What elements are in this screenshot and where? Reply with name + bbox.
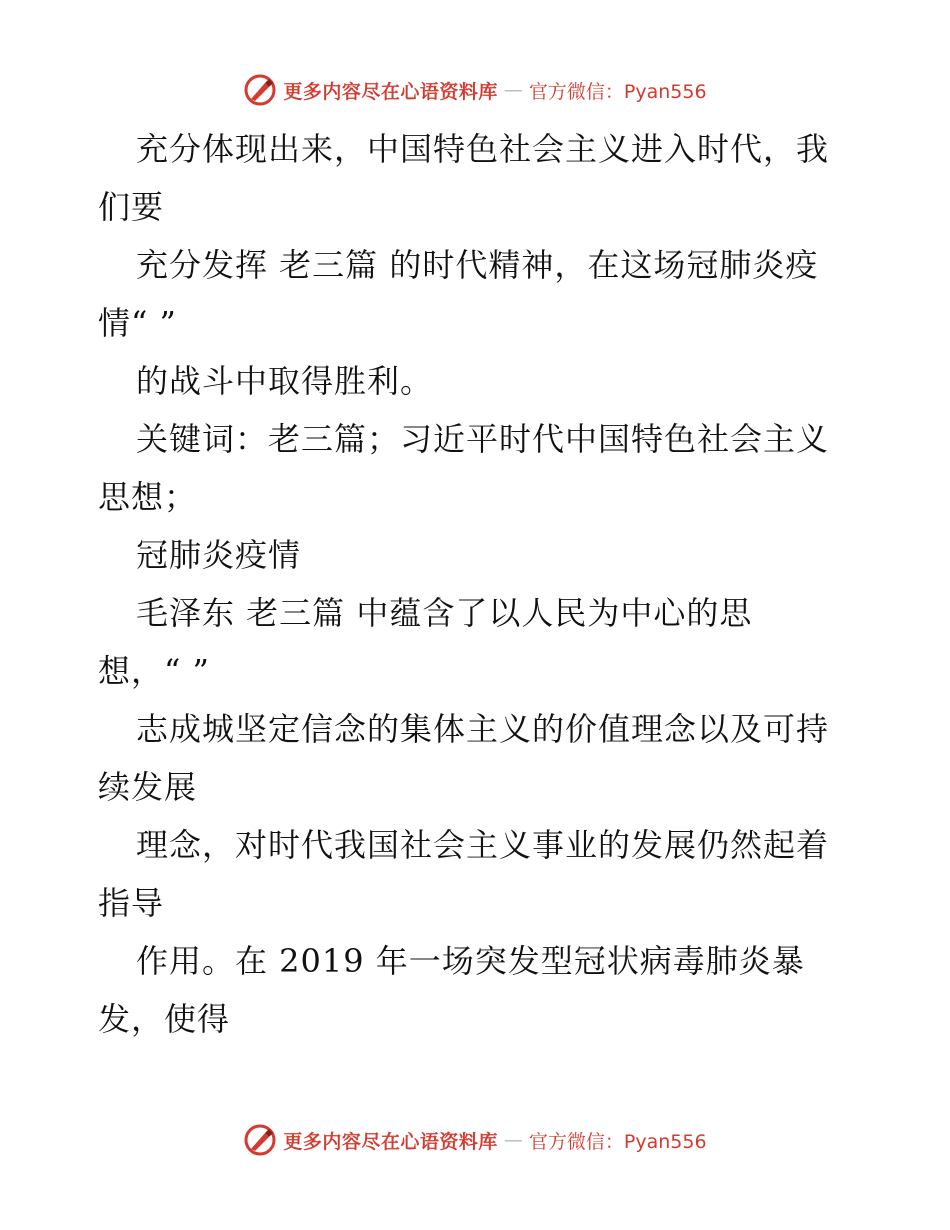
banner-dash: — <box>503 1129 523 1151</box>
text-line: 充分发挥 老三篇 的时代精神，在这场冠肺炎疫 <box>136 246 819 284</box>
text-line: 发，使得 <box>98 1000 231 1038</box>
banner-dash: — <box>503 79 523 101</box>
text-line: 充分体现出来，中国特色社会主义进入时代，我 <box>136 130 830 168</box>
keywords-line: 关键词：老三篇；习近平时代中国特色社会主义 <box>136 420 830 458</box>
footer-watermark-banner <box>0 1120 950 1160</box>
text-line: 想，“ ” <box>98 652 210 690</box>
text-line: 情“ ” <box>98 304 177 342</box>
text-line: 冠肺炎疫情 <box>136 536 302 574</box>
text-line: 毛泽东 老三篇 中蕴含了以人民为中心的思 <box>136 594 753 632</box>
text-line: 理念，对时代我国社会主义事业的发展仍然起着 <box>136 826 830 864</box>
text-line: 作用。在 2019 年一场突发型冠状病毒肺炎暴 <box>136 942 805 980</box>
text-line: 思想； <box>98 478 198 516</box>
text-line: 指导 <box>98 884 165 922</box>
banner-text: 更多内容尽在心语资料库 <box>283 80 498 103</box>
banner-wechat: 官方微信：Pyan556 <box>528 1130 707 1153</box>
text-line: 们要 <box>98 188 165 226</box>
text-line: 的战斗中取得胜利。 <box>136 362 434 400</box>
pen-logo-icon <box>243 1123 277 1157</box>
text-line: 续发展 <box>98 768 198 806</box>
pen-logo-icon <box>243 73 277 107</box>
banner-wechat: 官方微信：Pyan556 <box>528 80 707 103</box>
document-body <box>98 120 858 1048</box>
banner-text: 更多内容尽在心语资料库 <box>283 1130 498 1153</box>
header-watermark-banner <box>0 70 950 110</box>
text-line: 志成城坚定信念的集体主义的价值理念以及可持 <box>136 710 830 748</box>
